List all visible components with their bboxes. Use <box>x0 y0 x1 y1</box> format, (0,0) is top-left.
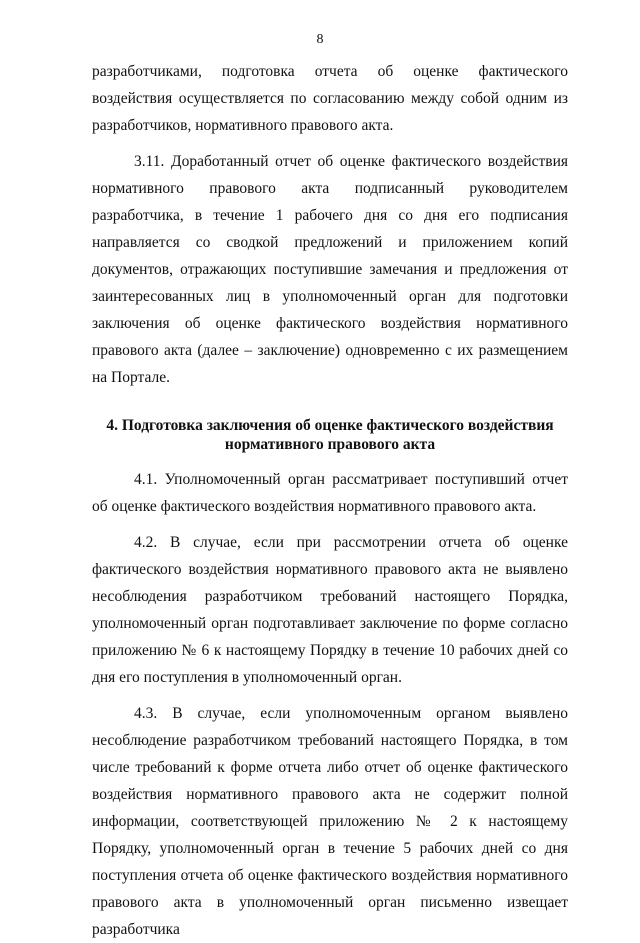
page-number: 8 <box>316 32 324 47</box>
paragraph-continuation: разработчиками, подготовка отчета об оценке фактического воздействия осуществляется по согласованию между собой одним из разработчиков, нормативного правового акта. <box>92 63 568 134</box>
paragraph-4-3: 4.3. В случае, если уполномоченным органом выявлено несоблюдение разработчиком требований настоящего Порядка, в том числе требований к форме отчета либо отчет об оценке фактического воздействия нормативного правового акта не содержит полной информации, соответствующей приложению № 2 к настоящему Порядку, уполномоченный орган в течение 5 рабочих дней со дня поступления отчета об оценке фактического воздействия нормативного правового акта в уполномоченный орган письменно извещает разработчика <box>92 705 568 938</box>
paragraph-4-2: 4.2. В случае, если при рассмотрении отчета об оценке фактического воздействия нормативного правового акта не выявлено несоблюдения разработчиком требований настоящего Порядка, уполномоченный орган подготавливает заключение по форме согласно приложению № 6 к настоящему Порядку в течение 10 рабочих дней со дня его поступления в уполномоченный орган. <box>92 534 568 686</box>
paragraph-3-11: 3.11. Доработанный отчет об оценке фактического воздействия нормативного правового акта подписанный руководителем разработчика, в течение 1 рабочего дня со дня его подписания направляется со сводкой предложений и приложением копий документов, отражающих поступившие замечания и предложения от заинтересованных лиц в уполномоченный орган для подготовки заключения об оценке фактического воздействия нормативного правового акта (далее – заключение) одновременно с их размещением на Портале. <box>92 153 568 386</box>
document-body <box>92 58 568 943</box>
paragraph-4-1: 4.1. Уполномоченный орган рассматривает поступивший отчет об оценке фактического воздействия нормативного правового акта. <box>92 471 568 515</box>
section-heading-4: 4. Подготовка заключения об оценке фактического воздействия нормативного правового акта <box>106 417 554 453</box>
